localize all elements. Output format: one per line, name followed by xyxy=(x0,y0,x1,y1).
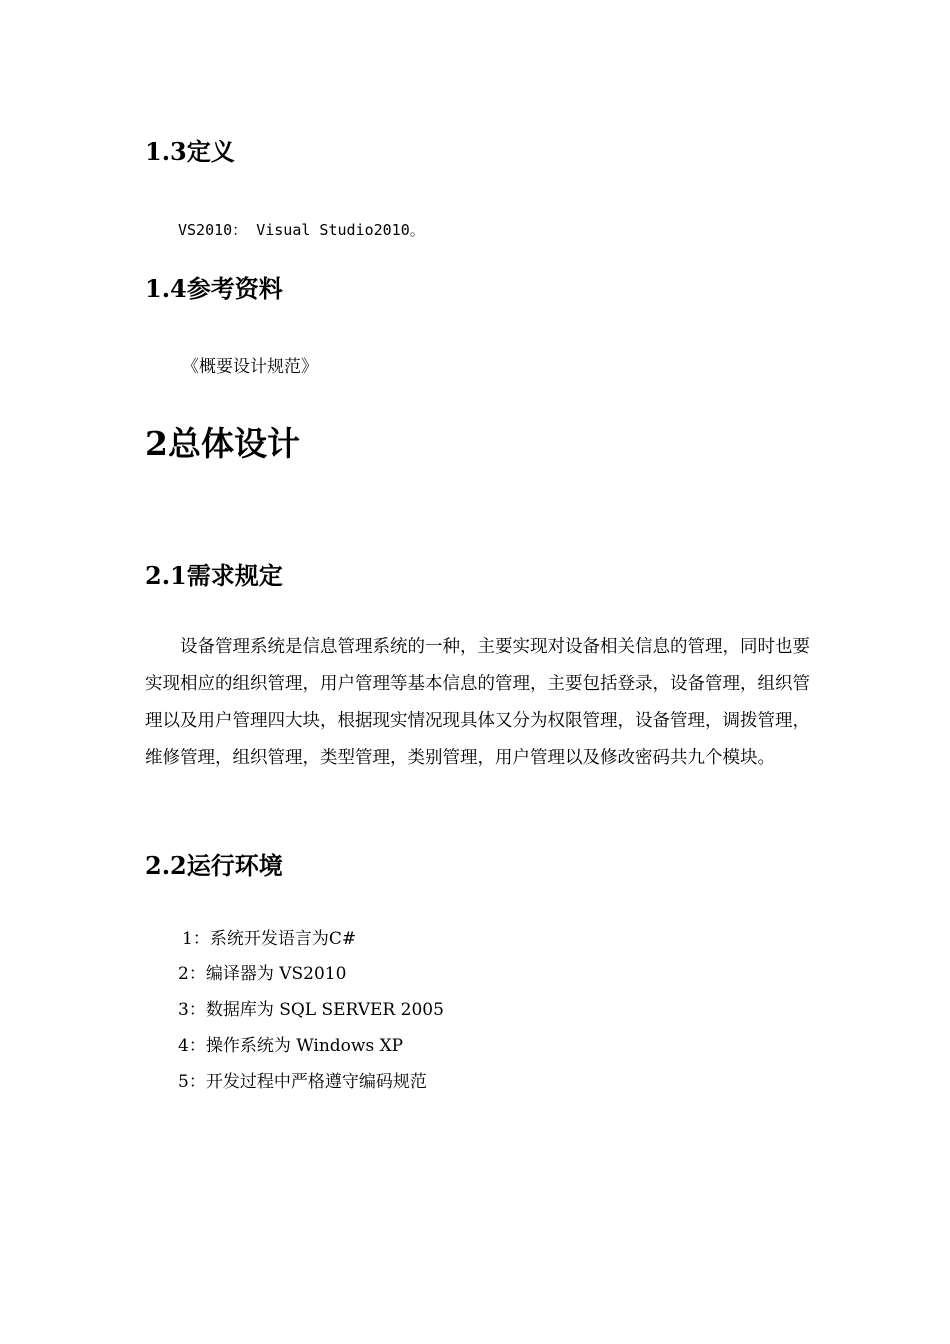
list-item: 4：操作系统为 Windows XP xyxy=(178,1036,404,1056)
list-item: 3：数据库为 SQL SERVER 2005 xyxy=(178,1000,444,1020)
requirements-paragraph: 设备管理系统是信息管理系统的一种，主要实现对设备相关信息的管理，同时也要实现相应的组织管理，用户管理等基本信息的管理，主要包括登录，设备管理，组织管理以及用户管理四大块，根据现实情况现具体又分为权限管理，设备管理，调拨管理，维修管理，组织管理，类型管理，类别管理，用户管理以及修改密码共九个模块。 xyxy=(145,637,810,768)
list-item: 5：开发过程中严格遵守编码规范 xyxy=(178,1072,427,1092)
section-heading-1-4: 1.4参考资料 xyxy=(145,274,283,303)
reference-text: 《概要设计规范》 xyxy=(182,357,318,377)
list-item: 1：系统开发语言为C# xyxy=(182,929,357,949)
section-heading-1-3: 1.3定义 xyxy=(145,137,235,166)
list-item: 2：编译器为 VS2010 xyxy=(178,964,347,984)
section-heading-2-2: 2.2运行环境 xyxy=(145,851,283,880)
section-heading-2-1: 2.1需求规定 xyxy=(145,561,283,590)
definition-text: VS2010： Visual Studio2010。 xyxy=(178,221,425,239)
chapter-heading-2: 2总体设计 xyxy=(145,424,300,463)
